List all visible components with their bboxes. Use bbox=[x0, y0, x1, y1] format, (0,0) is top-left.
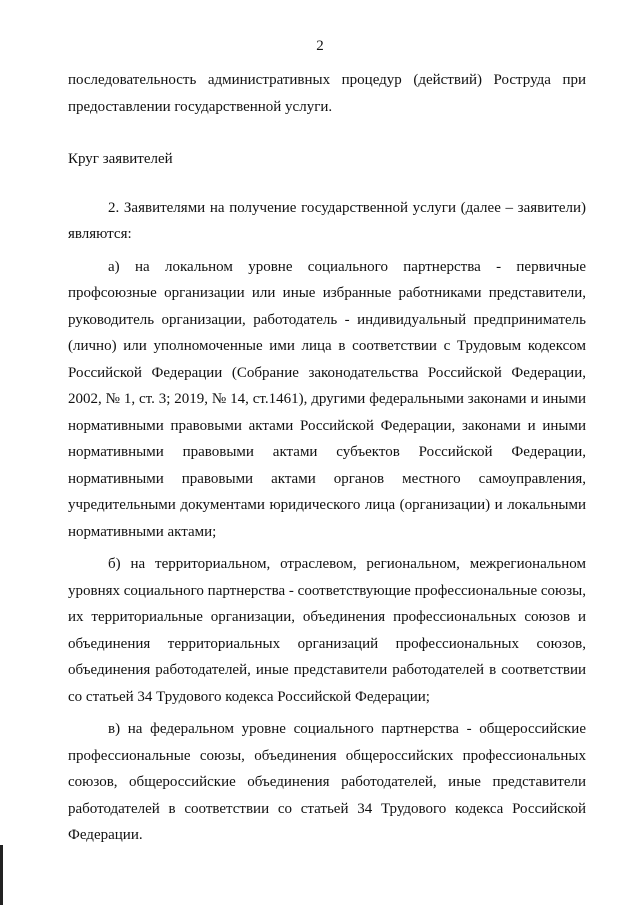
paragraph-a: а) на локальном уровне социального партнерства - первичные профсоюзные организации или иные избранные работниками представители, руководитель организации, работодатель - индивидуальный предприниматель (лично) или уполномоченные ими лица в соответствии с Трудовым кодексом Российской Федерации (Собрание законодательства Российской Федерации, 2002, № 1, ст. 3; 2019, № 14, ст.1461), другими федеральными законами и иными нормативными правовыми актами Российской Федерации, законами и иными нормативными правовыми актами субъектов Российской Федерации, нормативными правовыми актами органов местного самоуправления, учредительными документами юридического лица (организации) и локальными нормативными актами; bbox=[68, 258, 586, 540]
paragraph-2: 2. Заявителями на получение государственной услуги (далее – заявители) являются: bbox=[68, 199, 586, 242]
scan-edge-mark bbox=[0, 845, 3, 905]
document-body bbox=[68, 67, 586, 849]
paragraph-b: б) на территориальном, отраслевом, региональном, межрегиональном уровнях социального партнерства - соответствующие профессиональные союзы, их территориальные организации, объединения профессиональных союзов и объединения территориальных организаций профессиональных союзов, объединения работодателей, иные представители работодателей в соответствии со статьей 34 Трудового кодекса Российской Федерации; bbox=[68, 556, 586, 705]
intro-paragraph: последовательность административных процедур (действий) Роструда при предоставлении государственной услуги. bbox=[68, 72, 586, 115]
page-number: 2 bbox=[316, 38, 324, 54]
section-heading: Круг заявителей bbox=[68, 151, 173, 167]
paragraph-c: в) на федеральном уровне социального партнерства - общероссийские профессиональные союзы, объединения общероссийских профессиональных союзов, общероссийские объединения работодателей, иные представители работодателей в соответствии со статьей 34 Трудового кодекса Российской Федерации. bbox=[68, 721, 586, 843]
